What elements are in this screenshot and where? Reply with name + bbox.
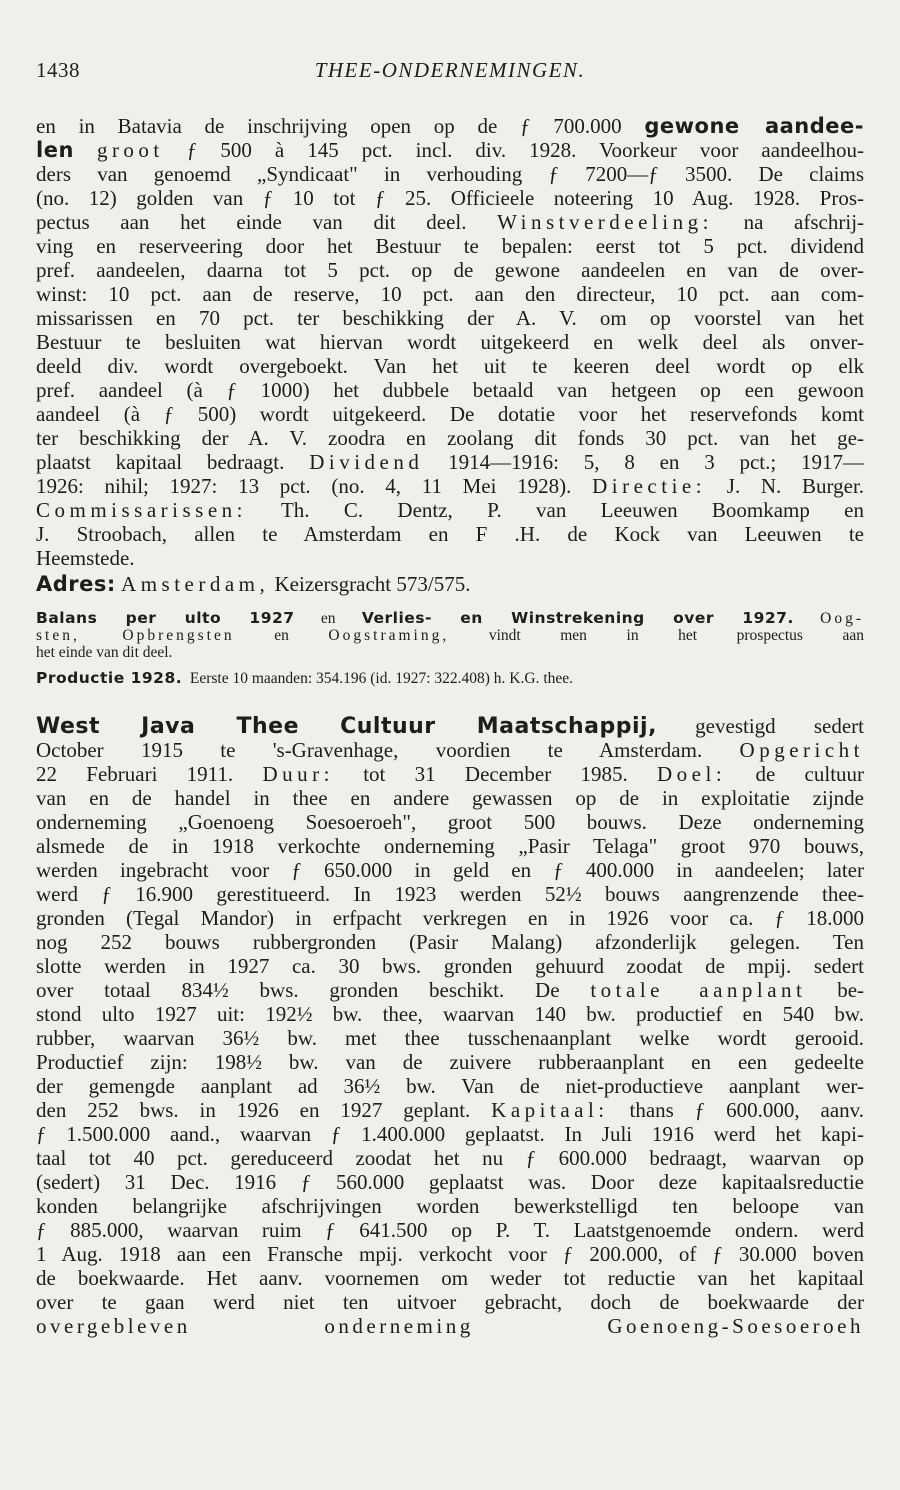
text-line: en in Batavia de inschrijving open op de ƒ 700.000 gewone aandee- xyxy=(36,114,864,138)
text-line: aandeel (à ƒ 500) wordt uitgekeerd. De dotatie voor het reservefonds komt xyxy=(36,402,864,426)
page-number: 1438 xyxy=(36,58,80,82)
text-line: ƒ 1.500.000 aand., waarvan ƒ 1.400.000 geplaatst. In Juli 1916 werd het kapi- xyxy=(36,1122,864,1146)
text-line: 22 Februari 1911. Duur: tot 31 December 1985. Doel: de cultuur xyxy=(36,762,864,786)
text-line: stond ulto 1927 uit: 192½ bw. thee, waarvan 140 bw. productief en 540 bw. xyxy=(36,1002,864,1026)
text-line: len groot ƒ 500 à 145 pct. incl. div. 1928. Voorkeur voor aandeelhou- xyxy=(36,138,864,162)
text-line: slotte werden in 1927 ca. 30 bws. gronden gehuurd zoodat de mpij. sedert xyxy=(36,954,864,978)
text-line: J. Stroobach, allen te Amsterdam en F .H. de Kock van Leeuwen te xyxy=(36,522,864,546)
address-line: Adres: Amsterdam, Keizersgracht 573/575. xyxy=(36,572,471,596)
production-label: Productie 1928. xyxy=(36,670,183,687)
small-text-line: Balans per ulto 1927 en Verlies- en Winstrekening over 1927. Oog- xyxy=(36,610,864,627)
text-line: Commissarissen: Th. C. Dentz, P. van Leeuwen Boomkamp en xyxy=(36,498,864,522)
text-line: missarissen en 70 pct. ter beschikking der A. V. om op voorstel van het xyxy=(36,306,864,330)
text-line: plaatst kapitaal bedraagt. Dividend 1914—1916: 5, 8 en 3 pct.; 1917— xyxy=(36,450,864,474)
text-line: Bestuur te besluiten wat hiervan wordt uitgekeerd en welk deel als onver- xyxy=(36,330,864,354)
text-line: winst: 10 pct. aan de reserve, 10 pct. aan den directeur, 10 pct. aan com- xyxy=(36,282,864,306)
text-line: Productief zijn: 198½ bw. van de zuivere rubberaanplant en een gedeelte xyxy=(36,1050,864,1074)
text-line: alsmede de in 1918 verkochte onderneming „Pasir Telaga" groot 970 bouws, xyxy=(36,834,864,858)
text-line: werd ƒ 16.900 gerestitueerd. In 1923 werden 52½ bouws aangrenzende thee- xyxy=(36,882,864,906)
text-line: over te gaan werd niet ten uitvoer gebracht, doch de boekwaarde der xyxy=(36,1290,864,1314)
production-line: Productie 1928. Eerste 10 maanden: 354.196 (id. 1927: 322.408) h. K.G. thee. xyxy=(36,670,574,687)
text-line: taal tot 40 pct. gereduceerd zoodat het nu ƒ 600.000 bedraagt, waarvan op xyxy=(36,1146,864,1170)
text-line: pref. aandeelen, daarna tot 5 pct. op de gewone aandeelen en van de over- xyxy=(36,258,864,282)
text-line: October 1915 te 's-Gravenhage, voordien te Amsterdam. Opgericht xyxy=(36,738,864,762)
text-line: pectus aan het einde van dit deel. Winstverdeeling: na afschrij- xyxy=(36,210,864,234)
text-line: ders van genoemd „Syndicaat" in verhouding ƒ 7200—ƒ 3500. De claims xyxy=(36,162,864,186)
small-text-line: het einde van dit deel. xyxy=(36,644,173,661)
text-line: ving en reserveering door het Bestuur te bepalen: eerst tot 5 pct. dividend xyxy=(36,234,864,258)
text-line: de boekwaarde. Het aanv. voornemen om weder tot reductie van het kapitaal xyxy=(36,1266,864,1290)
text-line: 1926: nihil; 1927: 13 pct. (no. 4, 11 Mei 1928). Directie: J. N. Burger. xyxy=(36,474,864,498)
text-line: ter beschikking der A. V. zoodra en zoolang dit fonds 30 pct. van het ge- xyxy=(36,426,864,450)
company-name: West Java Thee Cultuur Maatschappij, xyxy=(36,714,657,738)
company-heading-line: West Java Thee Cultuur Maatschappij, gevestigd sedert xyxy=(36,714,864,738)
text-line: den 252 bws. in 1926 en 1927 geplant. Kapitaal: thans ƒ 600.000, aanv. xyxy=(36,1098,864,1122)
text-line: overgebleven onderneming Goenoeng-Soesoeroeh xyxy=(36,1314,864,1338)
text-line: deeld div. wordt overgeboekt. Van het uit te keeren deel wordt op elk xyxy=(36,354,864,378)
text-line: van en de handel in thee en andere gewassen op de in exploitatie zijnde xyxy=(36,786,864,810)
text-line: gronden (Tegal Mandor) in erfpacht verkregen en in 1926 voor ca. ƒ 18.000 xyxy=(36,906,864,930)
page-header xyxy=(36,58,864,88)
text-line: Heemstede. xyxy=(36,546,135,570)
text-line: over totaal 834½ bws. gronden beschikt. De totale aanplant be- xyxy=(36,978,864,1002)
text-line: 1 Aug. 1918 aan een Fransche mpij. verkocht voor ƒ 200.000, of ƒ 30.000 boven xyxy=(36,1242,864,1266)
text-line: (no. 12) golden van ƒ 10 tot ƒ 25. Officieele noteering 10 Aug. 1928. Pros- xyxy=(36,186,864,210)
text-line: (sedert) 31 Dec. 1916 ƒ 560.000 geplaatst was. Door deze kapitaalsreductie xyxy=(36,1170,864,1194)
running-title: THEE-ONDERNEMINGEN. xyxy=(314,58,586,82)
address-label: Adres: xyxy=(36,572,116,596)
text-line: ƒ 885.000, waarvan ruim ƒ 641.500 op P. T. Laatstgenoemde ondern. werd xyxy=(36,1218,864,1242)
text-line: nog 252 bouws rubbergronden (Pasir Malang) afzonderlijk gelegen. Ten xyxy=(36,930,864,954)
text-line: pref. aandeel (à ƒ 1000) het dubbele betaald van hetgeen op een gewoon xyxy=(36,378,864,402)
text-line: onderneming „Goenoeng Soesoeroeh", groot 500 bouws. Deze onderneming xyxy=(36,810,864,834)
small-text-line: sten, Opbrengsten en Oogstraming, vindt men in het prospectus aan xyxy=(36,627,864,644)
text-line: konden belangrijke afschrijvingen worden bewerkstelligd ten beloope van xyxy=(36,1194,864,1218)
text-line: werden ingebracht voor ƒ 650.000 in geld en ƒ 400.000 in aandeelen; later xyxy=(36,858,864,882)
text-line: der gemengde aanplant ad 36½ bw. Van de niet-productieve aanplant wer- xyxy=(36,1074,864,1098)
text-line: rubber, waarvan 36½ bw. met thee tusschenaanplant welke wordt gerooid. xyxy=(36,1026,864,1050)
